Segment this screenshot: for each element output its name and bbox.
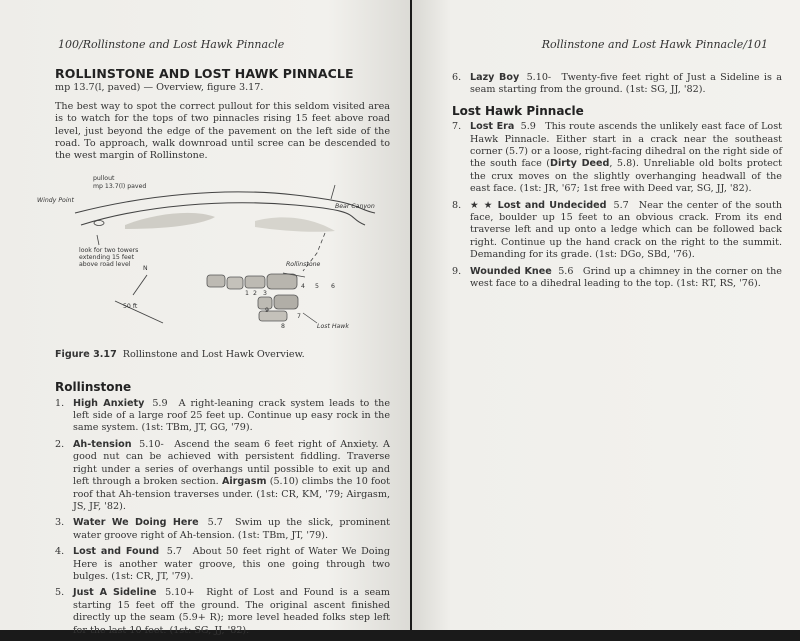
figure-caption — [55, 349, 390, 361]
left-column — [37, 66, 390, 641]
route-marker-9: 9 — [265, 306, 269, 314]
variation-name: Dirty Deed — [550, 158, 610, 170]
rollinstone-route-list-cont — [452, 72, 782, 97]
rock-2 — [227, 277, 243, 289]
route-item — [452, 266, 782, 291]
route-number: 1. — [55, 397, 65, 409]
route-number: 9. — [452, 265, 462, 277]
rock-1 — [207, 275, 225, 287]
rock-6 — [274, 295, 298, 309]
lost-hawk-map-label: Lost Hawk — [317, 322, 349, 330]
route-grade: 5.6 — [558, 265, 574, 277]
windy-point-label: Windy Point — [37, 196, 74, 204]
look-note-3: above road level — [79, 260, 131, 268]
route-marker-1: 1 — [245, 289, 249, 297]
bear-canyon-label: Bear Canyon — [335, 202, 375, 210]
route-description: Grind up a chimney in the corner on the west face to a dihedral leading to the top. (1st: RT, RS, '76). — [470, 265, 782, 290]
left-running-head: 100/Rollinstone and Lost Hawk Pinnacle — [58, 38, 285, 51]
rock-4 — [267, 274, 297, 289]
right-page — [412, 0, 800, 630]
overview-map — [37, 173, 385, 343]
route-name: Just A Sideline — [73, 587, 157, 599]
route-name: ★ ★ Lost and Undecided — [470, 199, 607, 211]
road-edge-lower — [81, 203, 365, 225]
variation-name: Airgasm — [221, 476, 267, 488]
lost-hawk-heading: Lost Hawk Pinnacle — [452, 103, 584, 118]
lost-hawk-leader — [303, 313, 317, 323]
route-description: About 50 feet right of Water We Doing Here is another water groove, this one going through two bulges. (1st: CR, JT, '79). — [73, 546, 390, 582]
route-name: Wounded Knee — [470, 265, 552, 277]
route-grade: 5.7 — [207, 517, 223, 529]
figure-label: Figure 3.17 — [55, 348, 117, 360]
route-number: 7. — [452, 121, 462, 133]
route-name: Water We Doing Here — [73, 517, 199, 529]
scree-area-2 — [255, 217, 335, 231]
route-grade: 5.10- — [139, 438, 164, 450]
route-name: High Anxiety — [73, 397, 145, 409]
route-number: 8. — [452, 199, 462, 211]
tick-line — [331, 185, 335, 199]
route-grade: 5.10+ — [165, 587, 195, 599]
route-marker-4: 4 — [301, 282, 305, 290]
scale-label: 50 ft — [123, 302, 138, 310]
route-item — [55, 398, 390, 435]
right-column — [452, 72, 782, 295]
route-description: This route ascends the unlikely east face of Lost Hawk Pinnacle. Either start in a crack near the southeast corner (5.7) or a loose, right-facing dihedral on the right side of the south face ( — [470, 121, 782, 170]
route-grade: 5.7 — [613, 199, 629, 211]
route-grade: 5.10- — [526, 72, 552, 83]
area-subtitle: mp 13.7(l, paved) — Overview, figure 3.17. — [55, 82, 264, 94]
right-running-head: Rollinstone and Lost Hawk Pinnacle/101 — [541, 38, 768, 51]
route-item — [55, 439, 390, 513]
route-description: Twenty-five feet right of Just a Sideline is a seam starting from the ground. (1st: SG, JJ, '82). — [470, 72, 782, 96]
look-note-1: look for two towers — [79, 246, 139, 254]
area-intro: The best way to spot the correct pullout for this seldom visited area is to watch for the tops of two pinnacles rising 15 feet above road level, just beyond the edge of the pavement on the left side of the road. To approach, walk downroad until scree can be descended to the west margin of Rollinstone. — [55, 100, 390, 162]
route-item — [452, 200, 782, 262]
route-number: 4. — [55, 546, 65, 558]
route-item — [452, 72, 782, 97]
route-description: Ascend the seam 6 feet right of Anxiety. A good nut can be achieved with persistent fiddling. Traverse right under a series of overhangs until possible to exit up and left through a broken section. — [73, 438, 390, 488]
route-grade: 5.9 — [152, 397, 168, 409]
north-label: N — [143, 264, 148, 272]
route-grade: 5.7 — [166, 546, 182, 558]
route-number: 2. — [55, 438, 65, 450]
route-description: Swim up the slick, prominent water groove right of Ah-tension. (1st: TBm, JT, '79). — [73, 517, 390, 541]
route-number: 6. — [452, 72, 462, 83]
route-marker-5: 5 — [315, 282, 319, 290]
pullout-label: pullout — [93, 174, 115, 182]
rock-3 — [245, 276, 265, 288]
look-note-2: extending 15 feet — [79, 253, 135, 261]
pointer-arrow — [97, 235, 99, 245]
route-marker-6: 6 — [331, 282, 335, 290]
lost-hawk-route-list — [452, 121, 782, 290]
rollinstone-heading: Rollinstone — [55, 380, 132, 395]
route-name: Lazy Boy — [470, 72, 520, 83]
route-item — [55, 546, 390, 583]
route-number: 3. — [55, 517, 65, 529]
route-marker-7: 7 — [297, 312, 301, 320]
route-number: 5. — [55, 587, 65, 599]
route-marker-3: 3 — [263, 289, 267, 297]
mp-label: mp 13.7(l) paved — [93, 182, 147, 190]
route-marker-8: 8 — [281, 322, 285, 330]
route-description: A right-leaning crack system leads to the left side of a large roof 25 feet up. Continue up easy rock in the same system. (1st: TBm, JT, GG, '79). — [73, 397, 390, 434]
rock-7 — [259, 311, 287, 321]
route-item — [452, 121, 782, 195]
north-arrow — [133, 275, 147, 295]
figure-caption-text: Rollinstone and Lost Hawk Overview. — [122, 348, 305, 360]
route-marker-2: 2 — [253, 289, 257, 297]
route-name: Lost Era — [470, 121, 515, 133]
rollinstone-route-list — [55, 398, 390, 637]
area-title: ROLLINSTONE AND LOST HAWK PINNACLE — [55, 66, 354, 81]
scree-area — [125, 213, 215, 229]
rollinstone-map-label: Rollinstone — [286, 260, 321, 268]
pullout-mark — [94, 220, 104, 225]
route-description: Near the center of the south face, boulder up 15 feet to an obvious crack. From its end traverse left and up onto a ledge which can be followed back right. Continue up the hand crack on the right to the summit. Demanding for its grade. (1st: DGo, SBd, '76). — [470, 199, 782, 261]
route-name: Lost and Found — [73, 546, 160, 558]
route-description-cont: (5.10) climbs the 10 foot roof that Ah-tension traverses under. (1st: CR, KM, '79; Airgasm, JS, JF, '82). — [73, 476, 390, 512]
route-name: Ah-tension — [73, 438, 132, 450]
route-item — [55, 517, 390, 542]
route-grade: 5.9 — [520, 121, 536, 133]
route-description: Right of Lost and Found is a seam starting 15 feet off the ground. The original ascent finished directly up the seam (5.9+ R); more level headed folks step left for the last 10 feet. (1st: SG, JJ, '82). — [73, 587, 390, 636]
route-description-cont: , 5.8). Unreliable old bolts protect the crux moves on the slightly overhanging headwall of the east face. (1st: JR, '67; 1st free with Deed var, SG, JJ, '82). — [470, 158, 782, 195]
